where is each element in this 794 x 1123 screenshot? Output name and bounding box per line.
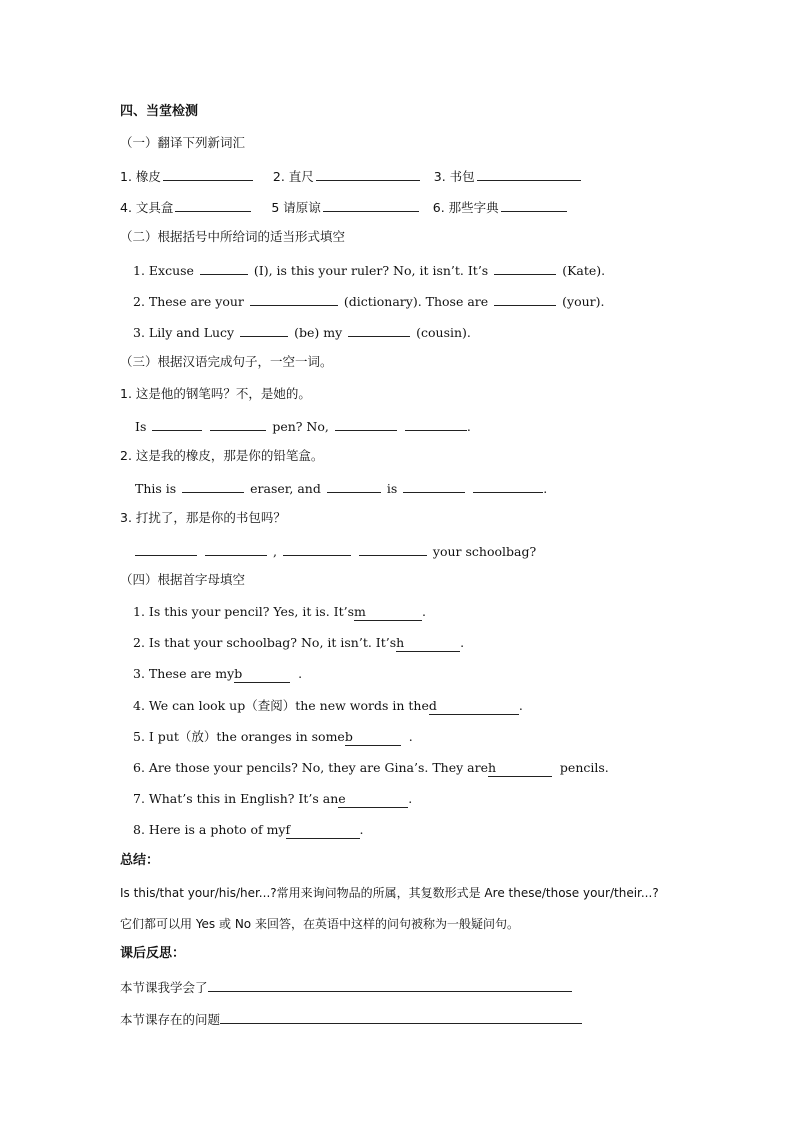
reflection-label-1: 本节课我学会了: [120, 980, 208, 995]
part4-q7-letter: e: [338, 791, 346, 806]
summary-line-2: 它们都可以用 Yes 或 No 来回答，在英语中这样的问句被称为一般疑问句。: [120, 917, 519, 931]
vocab-2-blank[interactable]: [316, 167, 420, 181]
part4-q6-text: 6. Are those your pencils? No, they are Gina’s. They are: [133, 760, 488, 775]
part4-q5-end: .: [408, 729, 413, 744]
part4-q8-text: 8. Here is a photo of my: [133, 822, 286, 837]
part3-q1-text-c: .: [466, 419, 471, 434]
part3-q3-blank-1[interactable]: [135, 542, 197, 556]
part3-q2-text-b: eraser, and: [250, 481, 321, 496]
vocab-4-blank[interactable]: [175, 198, 251, 212]
part2-q3: [133, 323, 471, 341]
part4-q1-letter: m: [354, 604, 366, 619]
part3-q1-text-b: pen? No,: [272, 419, 329, 434]
part4-q2-end: .: [460, 635, 465, 650]
part4-q7-text: 7. What’s this in English? It’s an: [133, 791, 339, 806]
part2-q2-blank-1[interactable]: [250, 292, 338, 306]
part3-q1-en: [135, 417, 471, 435]
part4-q1-end: .: [422, 604, 427, 619]
vocab-5-blank[interactable]: [323, 198, 419, 212]
reflection-label-2: 本节课存在的问题: [120, 1012, 221, 1027]
part2-q3-blank-2[interactable]: [348, 323, 410, 337]
vocab-6: 6. 那些字典: [432, 200, 499, 215]
part4-q6-end: pencils.: [559, 760, 609, 775]
part4-q6: [133, 760, 609, 777]
part2-q1-text-a: 1. Excuse: [133, 263, 194, 278]
part4-heading: （四）根据首字母填空: [120, 572, 246, 587]
reflection-blank-1[interactable]: [208, 978, 572, 992]
part3-q3-blank-4[interactable]: [359, 542, 427, 556]
part4-q4: [133, 698, 523, 715]
part2-heading: （二）根据括号中所给词的适当形式填空: [120, 229, 346, 244]
vocab-1-blank[interactable]: [163, 167, 253, 181]
part4-q8-blank[interactable]: [286, 822, 360, 839]
part2-q1: [133, 261, 605, 279]
summary-title: 总结：: [120, 853, 160, 868]
part4-q7: [133, 791, 412, 808]
part4-q3-end: .: [298, 666, 303, 681]
vocab-6-blank[interactable]: [501, 198, 567, 212]
part4-q6-blank[interactable]: [488, 760, 552, 777]
part4-q3-blank[interactable]: [234, 666, 290, 683]
part4-q3-text: 3. These are my: [133, 666, 235, 681]
vocab-3-blank[interactable]: [477, 167, 581, 181]
part4-q1: [133, 604, 426, 621]
part3-q2-text-c: is: [386, 481, 398, 496]
part3-q3-en: [133, 542, 536, 560]
part3-q3-text: your schoolbag?: [432, 544, 537, 559]
part1-row1: [120, 167, 583, 185]
part2-q2-text-a: 2. These are your: [133, 294, 244, 309]
part3-heading: （三）根据汉语完成句子，一空一词。: [120, 354, 333, 369]
part3-q2-text-d: .: [543, 481, 548, 496]
vocab-5: 5 请原谅: [271, 200, 321, 215]
part2-q3-text-b: (be) my: [294, 325, 343, 340]
part4-q4-text: 4. We can look up（查阅）the new words in the: [133, 698, 429, 713]
part4-q8: [133, 822, 363, 839]
part4-q5-blank[interactable]: [345, 729, 401, 746]
reflection-title: 课后反思：: [120, 946, 186, 961]
part4-q3-letter: b: [234, 666, 243, 681]
part2-q3-text-a: 3. Lily and Lucy: [133, 325, 235, 340]
reflection-blank-2[interactable]: [220, 1010, 582, 1024]
part3-q2-zh: 2. 这是我的橡皮，那是你的铅笔盒。: [120, 448, 324, 463]
part3-q2-blank-2[interactable]: [327, 479, 381, 493]
vocab-1: 1. 橡皮: [120, 169, 161, 184]
part3-q3-zh: 3. 打扰了，那是你的书包吗？: [120, 510, 286, 525]
vocab-4: 4. 文具盒: [120, 200, 174, 215]
part2-q3-blank-1[interactable]: [240, 323, 288, 337]
part4-q1-blank[interactable]: [354, 604, 422, 621]
vocab-2: 2. 直尺: [272, 169, 314, 184]
part4-q4-end: .: [518, 698, 523, 713]
part4-q5: [133, 729, 413, 746]
part4-q7-end: .: [408, 791, 413, 806]
part3-q2-blank-1[interactable]: [182, 479, 244, 493]
part2-q2-text-c: (your).: [562, 294, 605, 309]
reflection-line-1: [120, 978, 572, 996]
part2-q1-blank-1[interactable]: [200, 261, 248, 275]
part2-q1-text-b: (I), is this your ruler? No, it isn’t. It’s: [253, 263, 489, 278]
part4-q4-letter: d: [428, 698, 437, 713]
part3-q2-en: [135, 479, 547, 497]
part3-q3-blank-3[interactable]: [283, 542, 351, 556]
part3-q1-text-a: Is: [135, 419, 147, 434]
section-title: 四、当堂检测: [120, 104, 199, 119]
reflection-line-2: [120, 1010, 582, 1028]
part3-q2-blank-3[interactable]: [403, 479, 465, 493]
part2-q2-text-b: (dictionary). Those are: [343, 294, 489, 309]
vocab-3: 3. 书包: [433, 169, 475, 184]
part2-q2: [133, 292, 604, 310]
part4-q8-letter: f: [285, 822, 291, 837]
part1-row2: [120, 198, 569, 216]
part1-heading: （一）翻译下列新词汇: [120, 135, 246, 150]
part4-q6-letter: h: [487, 760, 497, 775]
part4-q7-blank[interactable]: [338, 791, 408, 808]
part3-q1-blank-4[interactable]: [405, 417, 467, 431]
part4-q2-letter: h: [396, 635, 405, 650]
summary-line-1: Is this/that your/his/her...?常用来询问物品的所属，其复数形式是 Are these/those your/their...?: [120, 886, 659, 900]
part2-q1-blank-2[interactable]: [494, 261, 556, 275]
part4-q5-text: 5. I put（放）the oranges in some: [133, 729, 345, 744]
part4-q5-letter: b: [344, 729, 353, 744]
part4-q4-blank[interactable]: [429, 698, 519, 715]
part4-q3: [133, 666, 302, 683]
part3-q3-comma: ,: [272, 544, 277, 559]
part3-q2-text-a: This is: [135, 481, 177, 496]
part3-q1-blank-3[interactable]: [335, 417, 397, 431]
part3-q3-blank-2[interactable]: [205, 542, 267, 556]
part3-q1-blank-1[interactable]: [152, 417, 202, 431]
part4-q8-end: .: [359, 822, 364, 837]
part2-q1-text-c: (Kate).: [562, 263, 606, 278]
part2-q3-text-c: (cousin).: [416, 325, 471, 340]
part3-q2-blank-4[interactable]: [473, 479, 543, 493]
part4-q1-text: 1. Is this your pencil? Yes, it is. It’s: [133, 604, 355, 619]
part3-q1-zh: 1. 这是他的钢笔吗？不，是她的。: [120, 386, 311, 401]
part2-q2-blank-2[interactable]: [494, 292, 556, 306]
part4-q2-text: 2. Is that your schoolbag? No, it isn’t. It’s: [133, 635, 397, 650]
part4-q2-blank[interactable]: [396, 635, 460, 652]
part3-q1-blank-2[interactable]: [210, 417, 266, 431]
part4-q2: [133, 635, 464, 652]
